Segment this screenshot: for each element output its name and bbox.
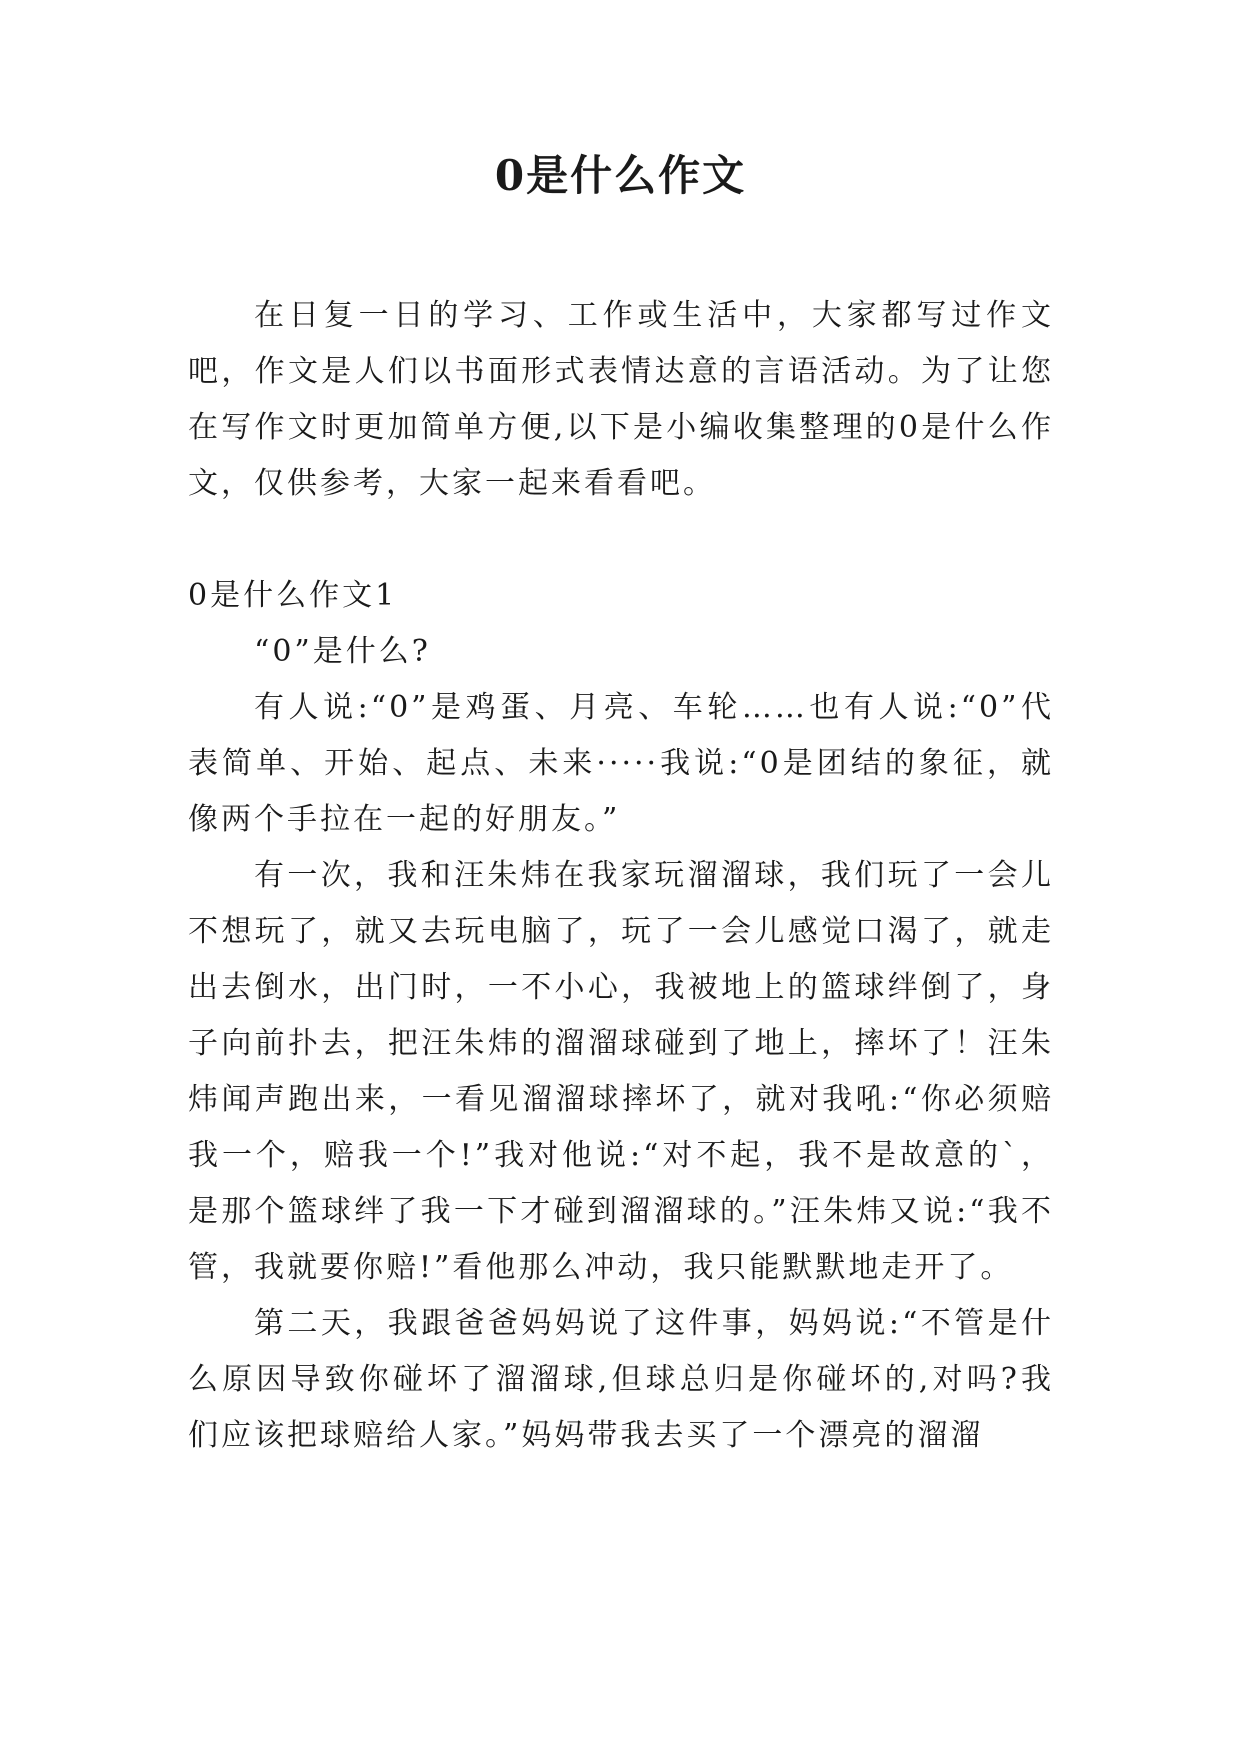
intro-paragraph: 在日复一日的学习、工作或生活中，大家都写过作文吧，作文是人们以书面形式表情达意的言语活动。为了让您在写作文时更加简单方便,以下是小编收集整理的0是什么作文，仅供参考，大家一起来看看吧。: [188, 298, 1054, 501]
paragraph: 第二天，我跟爸爸妈妈说了这件事，妈妈说:“不管是什么原因导致你碰坏了溜溜球,但球总归是你碰坏的,对吗?我们应该把球赔给人家。”妈妈带我去买了一个漂亮的溜溜: [188, 1306, 1054, 1453]
paragraph: 有人说:“0”是鸡蛋、月亮、车轮……也有人说:“0”代表简单、开始、起点、未来·····我说:“0是团结的象征，就像两个手拉在一起的好朋友。”: [188, 690, 1054, 837]
paragraph: “0”是什么?: [254, 634, 431, 669]
section-heading: 0是什么作文1: [188, 578, 398, 613]
document-title: 0是什么作文: [494, 151, 747, 200]
paragraph: 有一次，我和汪朱炜在我家玩溜溜球，我们玩了一会儿不想玩了，就又去玩电脑了，玩了一会儿感觉口渴了，就走出去倒水，出门时，一不小心，我被地上的篮球绊倒了，身子向前扑去，把汪朱炜的溜溜球碰到了地上，摔坏了！汪朱炜闻声跑出来，一看见溜溜球摔坏了，就对我吼:“你必须赔我一个，赔我一个!”我对他说:“对不起，我不是故意的`，是那个篮球绊了我一下才碰到溜溜球的。”汪朱炜又说:“我不管，我就要你赔!”看他那么冲动，我只能默默地走开了。: [188, 858, 1054, 1285]
document-body: [188, 288, 1054, 1464]
